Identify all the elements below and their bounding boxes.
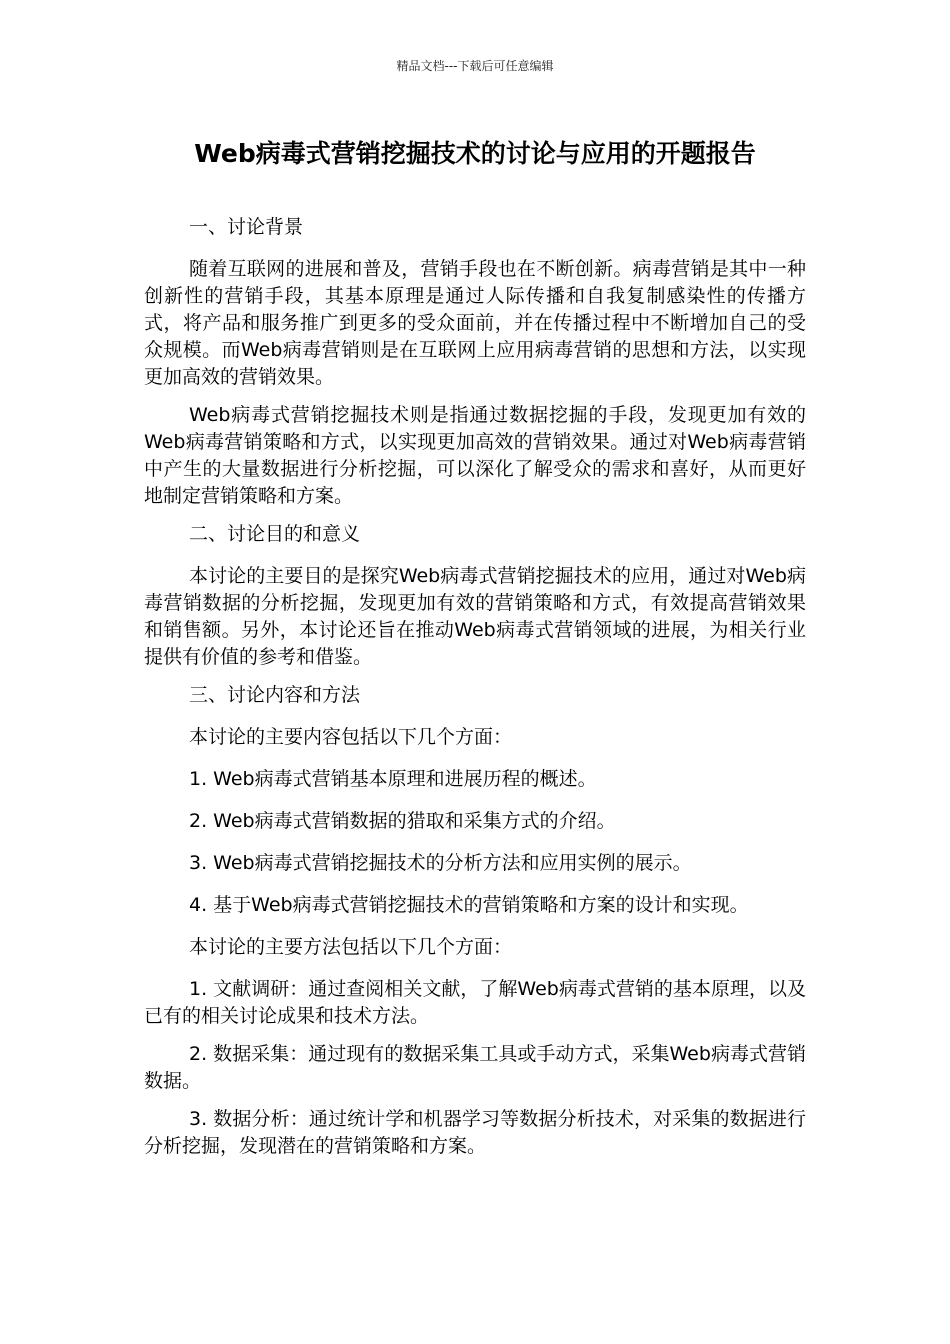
method-list-item: 2. 数据采集：通过现有的数据采集工具或手动方式，采集Web病毒式营销数据。 — [144, 1043, 806, 1092]
section-heading-background: 一、讨论背景 — [189, 216, 304, 238]
method-list-item: 1. 文献调研：通过查阅相关文献，了解Web病毒式营销的基本原理，以及已有的相关讨论成果和技术方法。 — [144, 978, 806, 1027]
method-intro: 本讨论的主要方法包括以下几个方面： — [189, 936, 513, 958]
document-title: Web病毒式营销挖掘技术的讨论与应用的开题报告 — [194, 139, 756, 168]
section-heading-content-method: 三、讨论内容和方法 — [189, 684, 361, 706]
paragraph: Web病毒式营销挖掘技术则是指通过数据挖掘的手段，发现更加有效的Web病毒营销策略和方式，以实现更加高效的营销效果。通过对Web病毒营销中产生的大量数据进行分析挖掘，可以深化了解受众的需求和喜好，从而更好地制定营销策略和方案。 — [144, 404, 806, 507]
content-list-item: 3. Web病毒式营销挖掘技术的分析方法和应用实例的展示。 — [189, 852, 692, 874]
paragraph: 随着互联网的进展和普及，营销手段也在不断创新。病毒营销是其中一种创新性的营销手段，其基本原理是通过人际传播和自我复制感染性的传播方式，将产品和服务推广到更多的受众面前，并在传播过程中不断增加自己的受众规模。而Web病毒营销则是在互联网上应用病毒营销的思想和方法，以实现更加高效的营销效果。 — [144, 258, 806, 388]
content-list-item: 2. Web病毒式营销数据的猎取和采集方式的介绍。 — [189, 810, 616, 832]
content-list-item: 4. 基于Web病毒式营销挖掘技术的营销策略和方案的设计和实现。 — [189, 894, 749, 916]
document-body — [144, 214, 806, 1171]
method-list-item: 3. 数据分析：通过统计学和机器学习等数据分析技术，对采集的数据进行分析挖掘，发现潜在的营销策略和方案。 — [144, 1108, 806, 1157]
content-intro: 本讨论的主要内容包括以下几个方面： — [189, 726, 513, 748]
page-header-note: 精品文档---下载后可任意编辑 — [396, 59, 554, 73]
content-list-item: 1. Web病毒式营销基本原理和进展历程的概述。 — [189, 768, 597, 790]
paragraph: 本讨论的主要目的是探究Web病毒式营销挖掘技术的应用，通过对Web病毒营销数据的分析挖掘，发现更加有效的营销策略和方式，有效提高营销效果和销售额。另外，本讨论还旨在推动Web病毒式营销领域的进展，为相关行业提供有价值的参考和借鉴。 — [144, 565, 806, 668]
section-heading-purpose: 二、讨论目的和意义 — [189, 523, 361, 545]
